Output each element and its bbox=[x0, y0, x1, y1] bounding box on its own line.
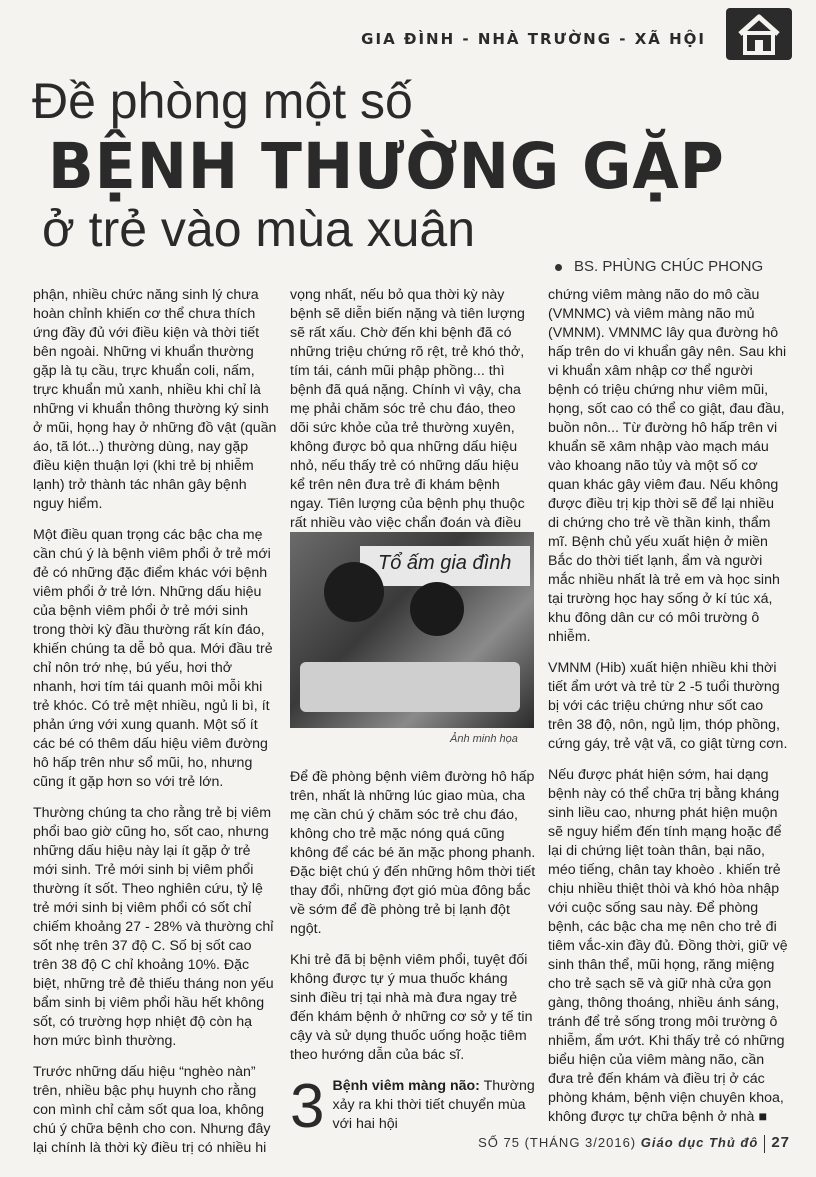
paragraph: Khi trẻ đã bị bệnh viêm phổi, tuyệt đối không được tự ý mua thuốc kháng sinh điều trị tại nhà mà đưa ngay trẻ đến khám bệnh ở những cơ sở y tế tin cậy và sử dụng thuốc uống hoặc tiêm theo hướng dẫn của bác sĩ. bbox=[290, 952, 533, 1063]
photo-caption: Ảnh minh họa bbox=[450, 733, 518, 745]
paragraph: chứng viêm màng não do mô cầu (VMNMC) và viêm màng não mủ (VMNM). VMNMC lây qua đường hô hấp trên do vi khuẩn gây nên. Sau khi vi khuẩn xâm nhập cơ thể người bệnh có triệu chứng như viêm mũi, họng, sốt cao có thể co giật, đau đầu, buồn nôn... Từ đường hô hấp trên vi khuẩn sẽ xâm nhập vào mạch máu vào khoang não tủy và một số cơ quan khác gây viêm đau. Nếu không được điều trị kịp thời sẽ để lại nhiều di chứng cho trẻ về thần kinh, thẩm mĩ. Bệnh chủ yếu xuất hiện ở miền Bắc do thời tiết lạnh, ẩm và người mắc nhiều nhất là trẻ em và học sinh tại trường học hay sống ở kí túc xá, khu đông dân cư có môi trường ô nhiễm. bbox=[548, 287, 787, 645]
column-2-bottom bbox=[290, 768, 536, 1146]
column-2-top bbox=[290, 286, 536, 564]
column-1 bbox=[33, 286, 277, 1170]
divider bbox=[764, 1135, 765, 1153]
column-3 bbox=[548, 286, 788, 1139]
bullet-icon bbox=[555, 264, 562, 271]
title-line-3: ở trẻ vào mùa xuân bbox=[42, 201, 476, 257]
play-table bbox=[300, 662, 520, 712]
page-number: 27 bbox=[771, 1134, 790, 1151]
title-line-1: Đề phòng một số bbox=[32, 73, 413, 129]
paragraph: Trước những dấu hiệu “nghèo nàn” trên, nhiều bậc phụ huynh cho rằng con mình chỉ cảm sốt qua loa, không chú ý chữa bệnh cho con. Nhưng đây lại chính là thời kỳ điều trị có nhiều hi bbox=[33, 1064, 271, 1156]
section-3-intro bbox=[290, 1072, 536, 1141]
author-name: BS. PHÙNG CHÚC PHONG bbox=[574, 258, 764, 275]
section-heading: Bệnh viêm màng não: bbox=[332, 1078, 480, 1094]
photo-sign: Tổ ấm gia đình bbox=[360, 546, 530, 586]
page-footer bbox=[478, 1134, 790, 1153]
author-byline bbox=[555, 258, 763, 275]
issue-label: SỐ 75 (THÁNG 3/2016) bbox=[478, 1135, 637, 1150]
paragraph: Một điều quan trọng các bậc cha mẹ cần chú ý là bệnh viêm phổi ở trẻ mới đẻ có những đặc điểm khác với bệnh viêm phổi ở trẻ lớn. Những dấu hiệu của bệnh viêm phổi ở trẻ mới sinh trong thời kỳ đầu thường rất kín đáo, khiến chúng ta dễ bỏ qua. Mới đầu trẻ chỉ nôn trớ nhẹ, bú yếu, hơi thở nhanh, hơi tím tái quanh môi mỗi khi trẻ khóc. Có trẻ mệt nhiều, ngủ li bì, ít phản ứng với xung quanh. Một số ít các bé có thêm dấu hiệu viêm đường hô hấp trên như sổ mũi, ho, nhưng cũng ít gặp hơn so với trẻ lớn. bbox=[33, 527, 273, 790]
section-text: Thường xảy ra khi thời tiết chuyển mùa với hai hội bbox=[332, 1078, 535, 1132]
title-line-2: BỆNH THƯỜNG GẶP bbox=[48, 130, 725, 204]
paragraph: Thường chúng ta cho rằng trẻ bị viêm phổi bao giờ cũng ho, sốt cao, nhưng những dấu hiệu này lại ít gặp ở trẻ mới sinh. Trẻ mới sinh bị viêm phổi thường ít sốt. Theo nghiên cứu, tỷ lệ trẻ mới sinh bị viêm phổi có sốt chỉ chiếm khoảng 27 - 28% và thường chỉ sốt nhẹ trên 37 độ C. Số bị sốt cao trên 38 độ C chỉ khoảng 10%. Đặc biệt, những trẻ đẻ thiếu tháng non yếu bẩm sinh bị viêm phổi hầu hết không sốt, có trường hợp nhiệt độ còn hạ hơn mức bình thường. bbox=[33, 805, 274, 1049]
paragraph: vọng nhất, nếu bỏ qua thời kỳ này bệnh sẽ diễn biến nặng và tiên lượng sẽ rất xấu. Chờ đến khi bệnh đã có những triệu chứng rõ rệt, trẻ khó thở, tím tái, cánh mũi phập phồng... thì bệnh đã quá nặng. Chính vì vậy, cha mẹ phải chăm sóc trẻ chu đáo, theo dõi sức khỏe của trẻ thường xuyên, không được bỏ qua những dấu hiệu nhỏ, nếu thấy trẻ có những dấu hiệu kể trên nên đưa trẻ đi khám bệnh ngay. Tiên lượng của bệnh phụ thuộc rất nhiều vào việc chẩn đoán và điều bbox=[290, 287, 525, 531]
paragraph: VMNM (Hib) xuất hiện nhiều khi thời tiết ẩm ướt và trẻ từ 2 -5 tuổi thường bị với các triệu chứng như sốt cao trên 38 độ, nôn, ngủ lịm, thóp phồng, cứng gáy, trẻ vật vã, co giật từng cơn. bbox=[548, 660, 788, 752]
section-number: 3 bbox=[290, 1072, 325, 1141]
illustration-photo bbox=[290, 532, 534, 728]
home-icon bbox=[726, 8, 792, 60]
child-figure bbox=[410, 582, 464, 636]
paragraph: phận, nhiều chức năng sinh lý chưa hoàn chỉnh khiến cơ thể chưa thích ứng đầy đủ với điều kiện và thời tiết bên ngoài. Những vi khuẩn thường gặp là tụ cầu, trực khuẩn coli, nấm, trực khuẩn mủ xanh, nhiều khi chỉ là những vi khuẩn thông thường ký sinh ở mũi, họng hay ở những đồ vật (quần áo, tã lót...) thường dùng, nay gặp điều kiện thuận lợi (khi trẻ bị nhiễm lạnh) trở thành tác nhân gây bệnh nguy hiểm. bbox=[33, 287, 277, 512]
section-header: GIA ĐÌNH - NHÀ TRƯỜNG - XÃ HỘI bbox=[361, 30, 706, 48]
magazine-name: Giáo dục Thủ đô bbox=[640, 1135, 759, 1150]
child-figure bbox=[324, 562, 384, 622]
paragraph: Nếu được phát hiện sớm, hai dạng bệnh này có thể chữa trị bằng kháng sinh liều cao, nhưng phát hiện muộn sẽ nguy hiểm đến tính mạng hoặc để lại di chứng liệt toàn thân, bại não, méo tiếng, chân tay khoèo . khiến trẻ chịu nhiều thiệt thòi và khó hòa nhập với cuộc sống sau này. Để phòng bệnh, các bậc cha mẹ nên cho trẻ đi tiêm vắc-xin đầy đủ. Đồng thời, giữ vệ sinh thân thể, mũi họng, răng miệng cho trẻ sạch sẽ và giữ nhà cửa gọn gàng, thông thoáng, nhiều ánh sáng, tránh để trẻ sống trong môi trường ô nhiễm, ẩm ướt. Khi thấy trẻ có những biểu hiện của viêm màng não, cần đưa trẻ đến khám và điều trị ở các phòng khám, bệnh viện chuyên khoa, không được tự chữa bệnh ở nhà ■ bbox=[548, 767, 788, 1125]
paragraph: Để đề phòng bệnh viêm đường hô hấp trên, nhất là những lúc giao mùa, cha mẹ cần chú ý chăm sóc trẻ chu đáo, không cho trẻ mặc nóng quá cũng không để các bé ăn mặc phong phanh. Đặc biệt chú ý đến những hôm thời tiết thay đổi, những đợt gió mùa đông bắc về sớm để đề phòng trẻ bị lạnh đột ngột. bbox=[290, 769, 536, 937]
